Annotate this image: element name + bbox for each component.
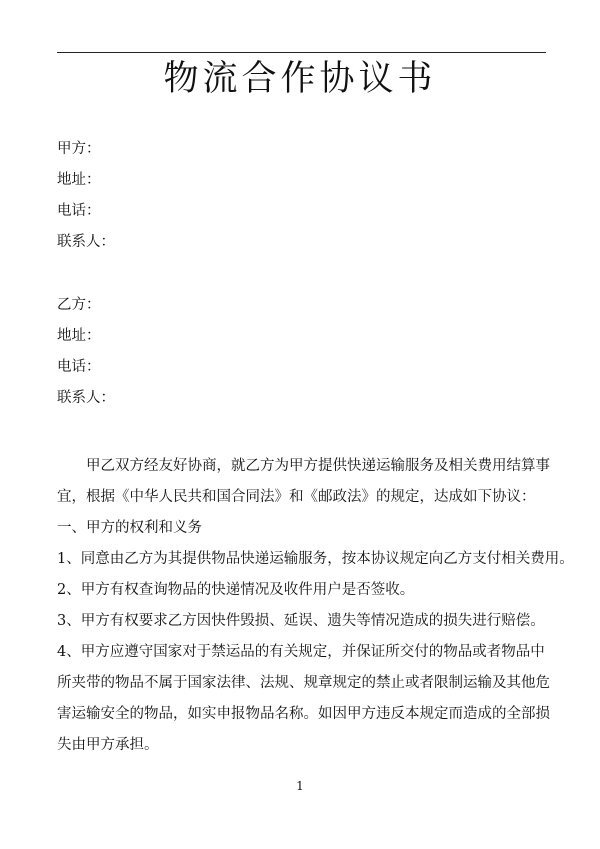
- party-b-label: 乙方：: [57, 297, 101, 313]
- party-b-address-label: 地址：: [57, 328, 101, 344]
- clause-2: 2、甲方有权查询物品的快递情况及收件用户是否签收。: [57, 582, 415, 598]
- party-a-address-label: 地址：: [57, 172, 101, 188]
- party-b-contact-label: 联系人：: [57, 390, 115, 406]
- header-rule: [57, 52, 546, 53]
- party-a-label: 甲方：: [57, 141, 101, 157]
- section-heading: 一、甲方的权利和义务: [57, 520, 202, 536]
- document-title: 物流合作协议书: [163, 59, 437, 99]
- intro-paragraph: 甲乙双方经友好协商，就乙方为甲方提供快递运输服务及相关费用结算事宜，根据《中华人民共和国合同法》和《邮政法》的规定，达成如下协议：: [57, 458, 550, 505]
- clause-4: 4、甲方应遵守国家对于禁运品的有关规定，并保证所交付的物品或者物品中所夹带的物品不属于国家法律、法规、规章规定的禁止或者限制运输及其他危害运输安全的物品，如实申报物品名称。如因甲方违反本规定而造成的全部损失由甲方承担。: [57, 644, 550, 753]
- clause-3: 3、甲方有权要求乙方因快件毁损、延误、遗失等情况造成的损失进行赔偿。: [57, 613, 545, 629]
- party-a-contact-label: 联系人：: [57, 234, 115, 250]
- page-number: 1: [296, 779, 304, 793]
- party-b-phone-label: 电话：: [57, 359, 101, 375]
- clause-1: 1、同意由乙方为其提供物品快递运输服务，按本协议规定向乙方支付相关费用。: [57, 551, 574, 567]
- party-a-phone-label: 电话：: [57, 203, 101, 219]
